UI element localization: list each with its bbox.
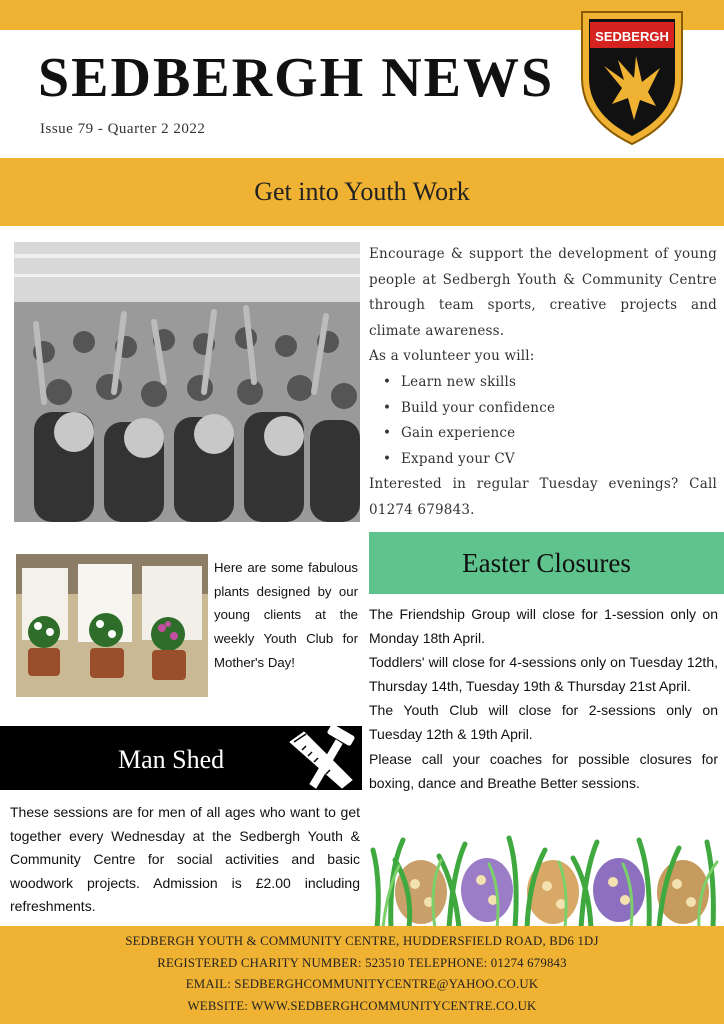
- plants-caption: Here are some fabulous plants designed by our young clients at the weekly Youth Club for Mother's Day!: [214, 560, 358, 670]
- easter-eggs-grass-image: [369, 830, 724, 928]
- easter-paragraph: Please call your coaches for possible closures for boxing, dance and Breathe Better sessions.: [369, 750, 718, 791]
- masthead-title: SEDBERGH NEWS: [38, 47, 555, 109]
- plants-photo: [16, 554, 208, 697]
- crowd-photo: [14, 242, 360, 522]
- youth-work-intro: Encourage & support the development of young people at Sedbergh Youth & Community Centre through team sports, creative projects and climate awareness.: [369, 246, 717, 339]
- footer: [0, 926, 724, 1024]
- youth-work-heading: Get into Youth Work: [254, 177, 470, 206]
- youth-work-outro: Interested in regular Tuesday evenings? Call 01274 679843.: [369, 476, 717, 518]
- man-shed-banner: [0, 726, 362, 790]
- footer-charity: REGISTERED CHARITY NUMBER: 523510 TELEPHONE: 01274 679843: [157, 955, 567, 970]
- list-item: • Learn new skills: [383, 370, 717, 396]
- list-item: • Build your confidence: [383, 396, 717, 422]
- youth-work-lead: As a volunteer you will:: [369, 348, 535, 365]
- list-item: • Expand your CV: [383, 447, 717, 473]
- crest-text: SEDBERGH: [595, 29, 669, 44]
- footer-address: SEDBERGH YOUTH & COMMUNITY CENTRE, HUDDERSFIELD ROAD, BD6 1DJ: [125, 934, 599, 948]
- volunteer-benefits-list: [369, 370, 717, 472]
- man-shed-heading: Man Shed: [118, 745, 225, 774]
- easter-paragraph: The Friendship Group will close for 1-session only on Monday 18th April.: [369, 606, 718, 647]
- easter-banner: [369, 532, 724, 594]
- easter-paragraph: The Youth Club will close for 2-sessions only on Tuesday 12th & 19th April.: [369, 702, 718, 743]
- footer-website: WEBSITE: WWW.SEDBERGHCOMMUNITYCENTRE.CO.UK: [187, 998, 537, 1013]
- issue-label: Issue 79 - Quarter 2 2022: [40, 121, 206, 137]
- youth-work-banner: [0, 158, 724, 226]
- footer-email: EMAIL: SEDBERGHCOMMUNITYCENTRE@YAHOO.CO.UK: [185, 977, 539, 991]
- list-item: • Gain experience: [383, 421, 717, 447]
- easter-paragraph: Toddlers' will close for 4-sessions only on Tuesday 12th, Thursday 14th, Tuesday 19th & Thursday 21st April.: [369, 654, 718, 695]
- hammer-saw-icon: [282, 726, 358, 790]
- man-shed-text: These sessions are for men of all ages who want to get together every Wednesday at the Sedbergh Youth & Community Centre for social activities and basic woodwork projects. Admission is £2.00 including refreshments.: [10, 804, 360, 915]
- youth-work-text: [369, 242, 717, 524]
- sedbergh-crest-logo: [578, 8, 686, 148]
- easter-closures-text: [369, 602, 718, 795]
- easter-heading: Easter Closures: [462, 547, 631, 578]
